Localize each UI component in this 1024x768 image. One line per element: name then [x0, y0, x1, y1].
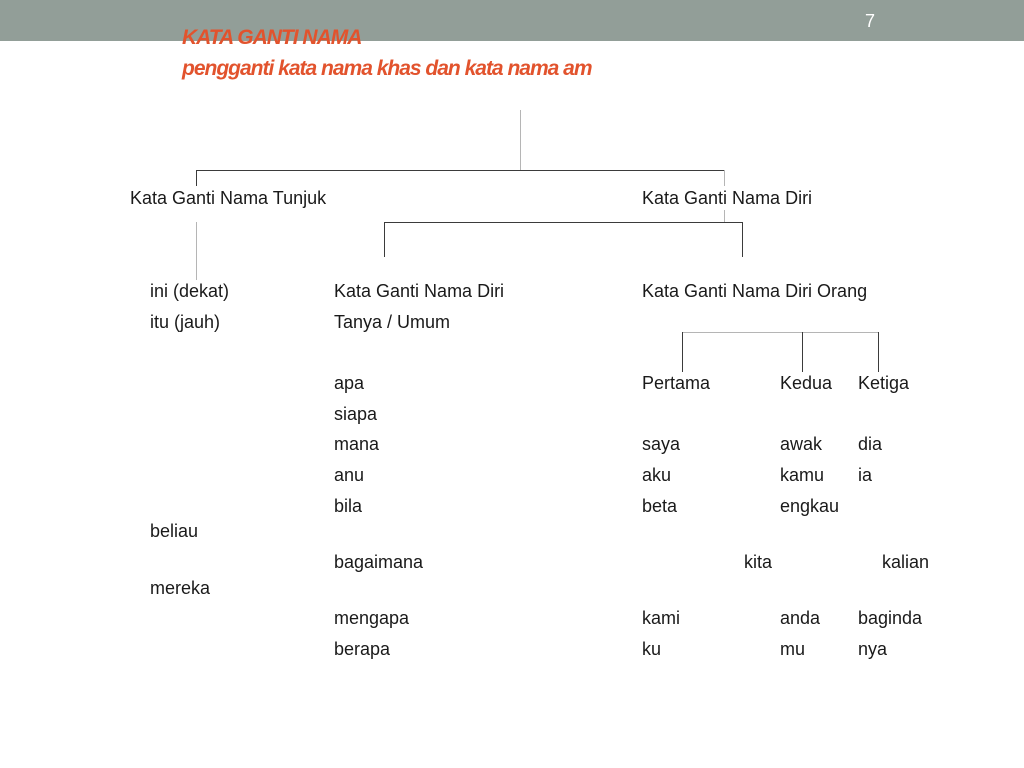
tunjuk-ini: ini (dekat) [150, 281, 230, 301]
diri-stem-line [724, 210, 725, 222]
tunjuk-itu: itu (jauh) [150, 312, 221, 332]
tanya-word: apa [334, 373, 365, 393]
node-diri-tanya-line2: Tanya / Umum [334, 312, 451, 332]
tanya-word: mana [334, 434, 380, 454]
ketiga-branch-drop [878, 332, 879, 372]
orang-branch-drop [742, 222, 743, 257]
level3-branch-line [682, 332, 879, 333]
top-bar [0, 0, 1024, 41]
kedua-word: kalian [882, 552, 930, 572]
kedua-word: engkau [780, 496, 840, 516]
ketiga-word: beliau [150, 521, 199, 541]
node-diri-tanya-line1: Kata Ganti Nama Diri [334, 281, 505, 301]
pertama-word: aku [642, 465, 672, 485]
tanya-word: siapa [334, 404, 378, 424]
pertama-word: kita [744, 552, 773, 572]
pertama-word: ku [642, 639, 662, 659]
kedua-branch-drop [802, 332, 803, 372]
kedua-word: kamu [780, 465, 825, 485]
kedua-word: awak [780, 434, 823, 454]
slide-title: KATA GANTI NAMA [182, 26, 362, 49]
col-head-ketiga: Ketiga [858, 373, 910, 393]
left-branch-drop [196, 170, 197, 186]
node-kata-ganti-nama-tunjuk: Kata Ganti Nama Tunjuk [130, 188, 327, 208]
kedua-word: anda [780, 608, 821, 628]
tanya-word: anu [334, 465, 365, 485]
ketiga-word: dia [858, 434, 883, 454]
slide-subtitle: pengganti kata nama khas dan kata nama am [182, 57, 592, 80]
node-diri-orang: Kata Ganti Nama Diri Orang [642, 281, 868, 301]
root-stem-line [520, 110, 521, 171]
ketiga-word: mereka [150, 578, 211, 598]
slide-number: 7 [864, 11, 875, 31]
tanya-word: berapa [334, 639, 391, 659]
tanya-branch-drop [384, 222, 385, 257]
node-kata-ganti-nama-diri: Kata Ganti Nama Diri [642, 188, 813, 208]
level1-branch-line [196, 170, 725, 171]
tunjuk-stem-line [196, 222, 197, 280]
pertama-word: kami [642, 608, 681, 628]
ketiga-word: ia [858, 465, 873, 485]
tanya-word: bagaimana [334, 552, 424, 572]
kedua-word: mu [780, 639, 806, 659]
pertama-word: saya [642, 434, 681, 454]
ketiga-word: nya [858, 639, 888, 659]
pertama-word: beta [642, 496, 678, 516]
col-head-pertama: Pertama [642, 373, 711, 393]
ketiga-word: baginda [858, 608, 923, 628]
level2-branch-line [384, 222, 743, 223]
right-branch-drop [724, 170, 725, 186]
pertama-branch-drop [682, 332, 683, 372]
tanya-word: bila [334, 496, 363, 516]
tanya-word: mengapa [334, 608, 410, 628]
col-head-kedua: Kedua [780, 373, 833, 393]
